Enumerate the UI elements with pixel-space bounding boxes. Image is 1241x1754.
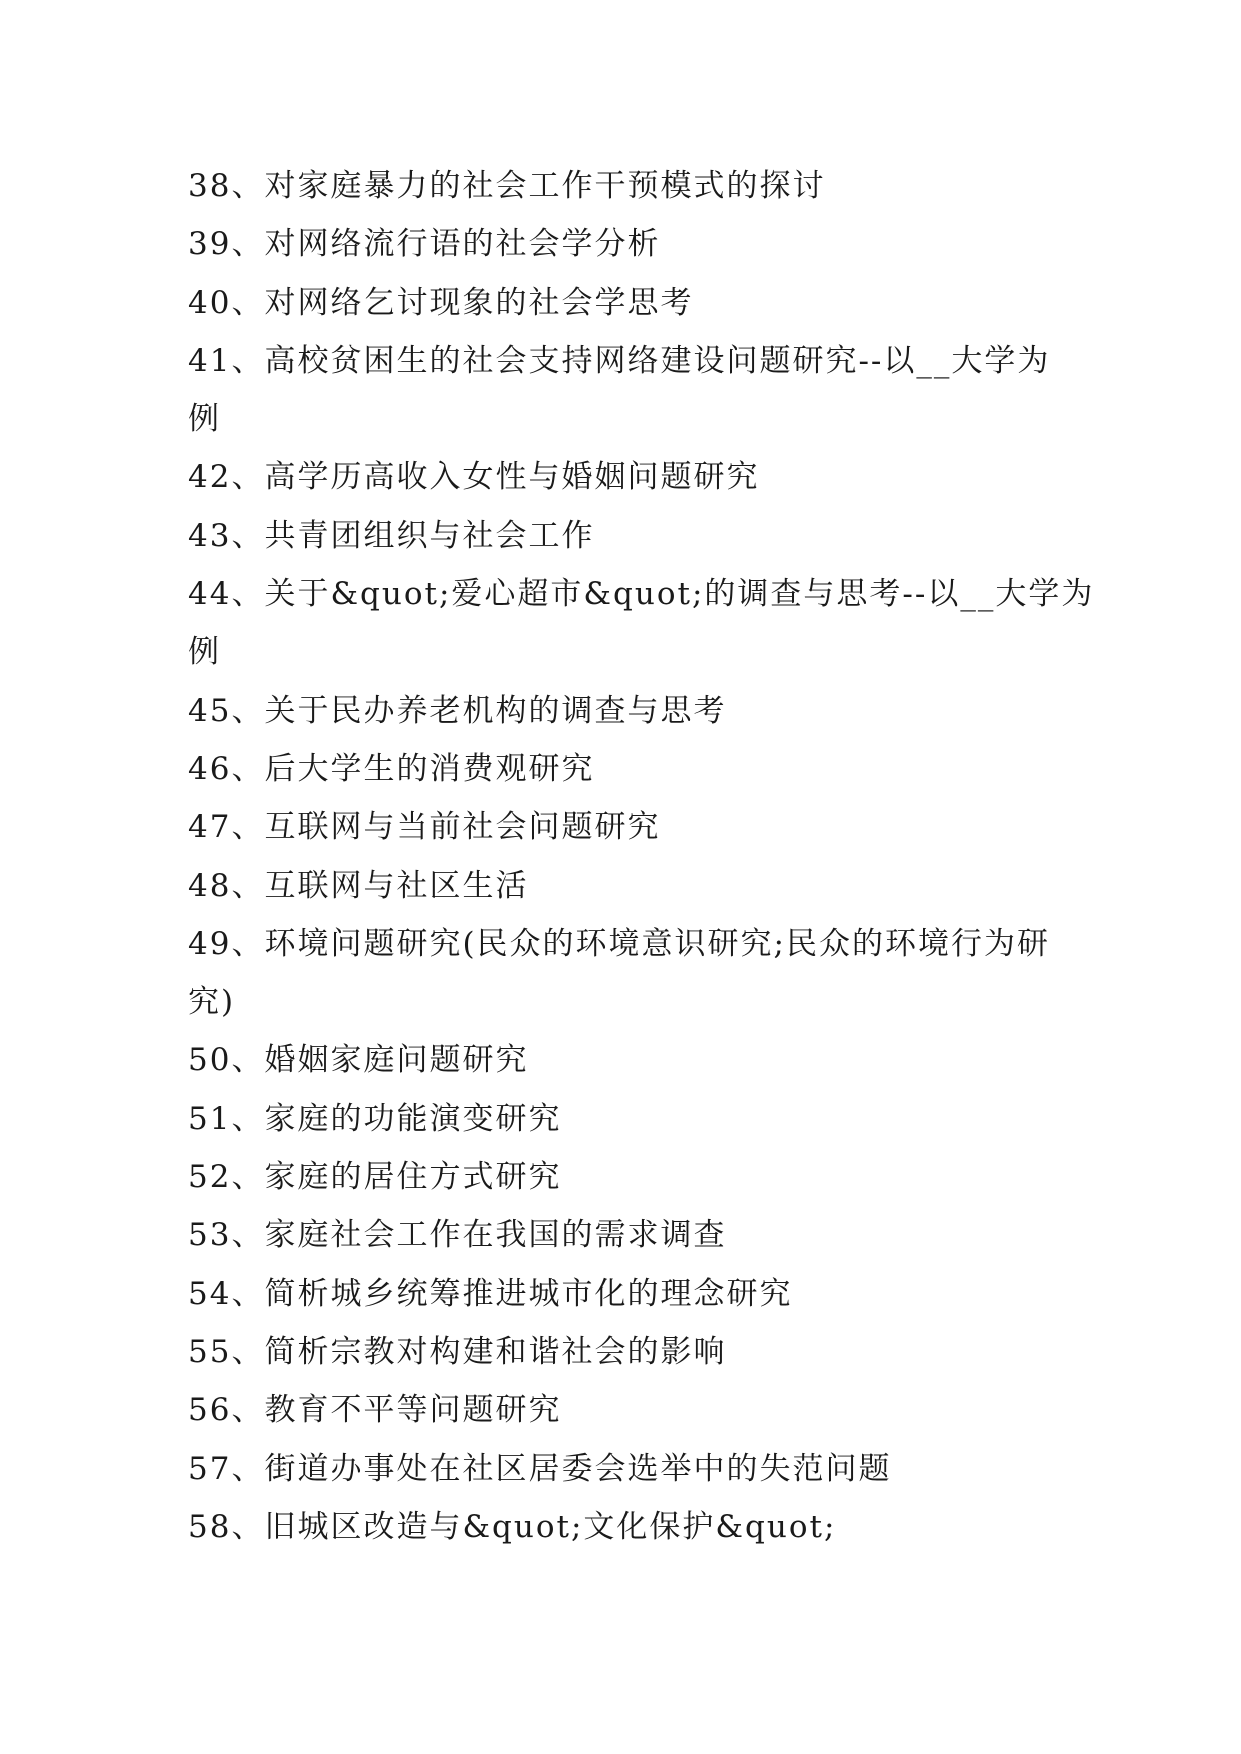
topic-list	[188, 157, 1095, 1556]
list-item: 56、教育不平等问题研究	[188, 1392, 562, 1429]
list-item: 52、家庭的居住方式研究	[188, 1159, 562, 1196]
list-item: 42、高学历高收入女性与婚姻问题研究	[188, 459, 760, 496]
list-item-continuation: 例	[188, 634, 221, 671]
list-item: 45、关于民办养老机构的调查与思考	[188, 692, 727, 729]
list-item: 44、关于&quot;爱心超市&quot;的调查与思考--以__大学为	[188, 576, 1095, 613]
list-item: 53、家庭社会工作在我国的需求调查	[188, 1217, 727, 1254]
list-item: 57、街道办事处在社区居委会选举中的失范问题	[188, 1450, 892, 1487]
list-item: 51、家庭的功能演变研究	[188, 1100, 562, 1137]
list-item: 49、环境问题研究(民众的环境意识研究;民众的环境行为研	[188, 925, 1050, 962]
list-item: 58、旧城区改造与&quot;文化保护&quot;	[188, 1508, 837, 1545]
list-item: 41、高校贫困生的社会支持网络建设问题研究--以__大学为	[188, 342, 1051, 379]
list-item-continuation: 究)	[188, 984, 236, 1021]
list-item-continuation: 例	[188, 401, 221, 438]
list-item: 40、对网络乞讨现象的社会学思考	[188, 284, 694, 321]
list-item: 48、互联网与社区生活	[188, 867, 529, 904]
list-item: 38、对家庭暴力的社会工作干预模式的探讨	[188, 168, 826, 204]
list-item: 39、对网络流行语的社会学分析	[188, 226, 661, 263]
list-item: 43、共青团组织与社会工作	[188, 517, 595, 554]
list-item: 50、婚姻家庭问题研究	[188, 1042, 529, 1079]
list-item: 47、互联网与当前社会问题研究	[188, 809, 661, 846]
list-item: 54、简析城乡统筹推进城市化的理念研究	[188, 1275, 793, 1312]
list-item: 46、后大学生的消费观研究	[188, 750, 595, 787]
list-item: 55、简析宗教对构建和谐社会的影响	[188, 1333, 727, 1370]
